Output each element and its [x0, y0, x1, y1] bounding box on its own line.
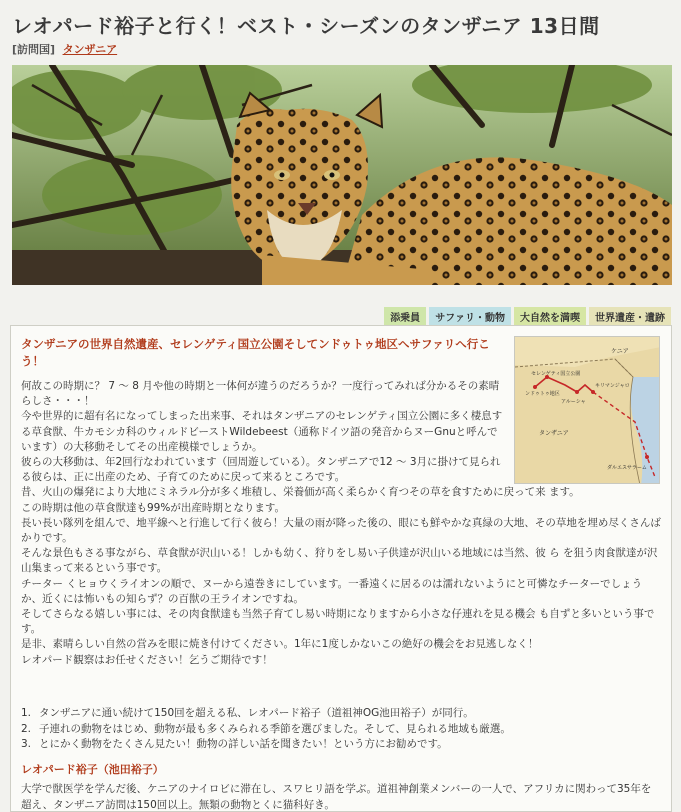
- body-paragraph: 何故この時期に？ 7 ～ 8 月や他の時期と一体何が違うのだろうか？一度行ってみれば分かるその素晴らしさ・・・！: [21, 380, 500, 408]
- body-paragraph: チーター くヒョウくライオンの順で、ヌーから遠巻きにしています。一番遠くに居るのは濡れないようにと可憐なチーターでしょうか、近くには怖いもの知らず？の百獣の王ライオンですね。: [21, 577, 643, 605]
- tag-escort[interactable]: 添乗員: [384, 307, 426, 326]
- tag-safari-animals[interactable]: サファリ・動物: [429, 307, 511, 326]
- guide-heading: レオパード裕子（池田裕子）: [21, 763, 164, 776]
- tour-headline: タンザニアの世界自然遺産、セレンゲティ国立公園そしてンドゥトゥ地区へサファリへ行こう！: [21, 337, 490, 368]
- feature-number: 2.: [21, 722, 32, 735]
- map-label-kilimanjaro: キリマンジャロ: [595, 383, 630, 389]
- route-map: [514, 336, 660, 484]
- country-link-tanzania[interactable]: タンザニア: [62, 43, 118, 56]
- feature-item: [21, 722, 661, 738]
- guide-profile-text: 大学で獣医学を学んだ後、ケニアのナイロビに滞在し、スワヒリ語を学ぶ。道祖神創業メンバーの一人で、アフリカに関わって35年を超え、タンザニア訪問は150回以上。無類の動物とくに猫科好き。: [21, 783, 652, 811]
- map-label-arusha: アルーシャ: [561, 399, 586, 405]
- map-label-serengeti: セレンゲティ国立公園: [531, 371, 581, 377]
- tag-world-heritage[interactable]: 世界遺産・遺跡: [589, 307, 671, 326]
- tag-nature[interactable]: 大自然を満喫: [514, 307, 586, 326]
- visit-country-label: [訪問国]: [12, 43, 56, 56]
- feature-item: [21, 706, 661, 722]
- map-label-dar: ダルエスサラーム: [607, 465, 647, 471]
- map-label-kenya: ケニア: [611, 348, 629, 355]
- tour-description-panel: [10, 325, 672, 812]
- leopard-photo-illustration: [12, 65, 672, 285]
- route-map-image: [515, 337, 660, 484]
- feature-text: とにかく動物をたくさん見たい！動物の詳しい話を聞きたい！という方にお勧めです。: [39, 738, 448, 750]
- feature-list: [21, 706, 661, 753]
- tag-list: [384, 307, 671, 326]
- page-title: レオパード裕子と行く！ベスト・シーズンのタンザニア 13日間: [12, 14, 600, 38]
- body-paragraph: この時期は他の草食獣達も99%が出産時期となります。: [21, 501, 285, 514]
- feature-text: 子連れの動物をはじめ、動物が最も多くみられる季節を選びました。そして、見られる地域も厳選。: [39, 722, 511, 735]
- body-paragraph: そんな景色もさる事ながら、草食獣が沢山いる！しかも幼く、狩りをし易い子供達が沢山いる地域には当然、彼 ら を狙う肉食獣達が沢山集まって来るという事です。: [21, 547, 658, 575]
- feature-number: 3.: [21, 738, 32, 750]
- map-label-ndutu: ンドゥトゥ地区: [525, 391, 560, 397]
- feature-item: [21, 737, 661, 753]
- body-paragraph: 今や世界的に超有名になってしまった出来事、それはタンザニアのセレンゲティ国立公園に多く棲息する草食獣、牛カモシカ科のウィルドビーストWildebeest（通称ドイツ語の発音からヌーGnuと呼んでいます）の大移動そしてその出産模様でしょうか。: [21, 410, 503, 453]
- hero-leopard-photo: [12, 65, 672, 285]
- map-label-tanzania: タンザニア: [539, 430, 569, 437]
- body-paragraph: 彼らの大移動は、年2回行なわれています（回周遊している）。タンザニアで12 ～ 3月に掛けて見られる彼らは、正に出産のため、子育てのために戻って来るところです。: [21, 456, 501, 484]
- body-paragraph: 長い長い隊列を組んで、地平線へと行進して行く彼ら！大量の雨が降った後の、眼にも鮮やかな真緑の大地、その草地を埋め尽くさんばかりです。: [21, 516, 661, 545]
- body-paragraph: 是非、素晴らしい自然の営みを眼に焼き付けてください。1年に1度しかないこの絶好の機会をお見逃しなく！: [21, 638, 539, 651]
- feature-text: タンザニアに通い続けて150回を超える私、レオパード裕子（道祖神OG池田裕子）が同行。: [39, 707, 474, 719]
- body-paragraph: 昔、火山の爆発により大地にミネラル分が多く堆積し、栄養価が高く柔らかく育つその草を食すために戻って来 ます。: [21, 486, 580, 499]
- feature-number: 1.: [21, 707, 32, 719]
- visit-country-row: [12, 41, 117, 57]
- body-paragraph: そしてさらなる嬉しい事には、その肉食獣達も当然子育てし易い時期になりますから小さな仔連れを見る機会 も自ずと多いという事です。: [21, 608, 655, 636]
- body-paragraph: レオパード観察はお任せください！乞うご期待です！: [21, 653, 273, 666]
